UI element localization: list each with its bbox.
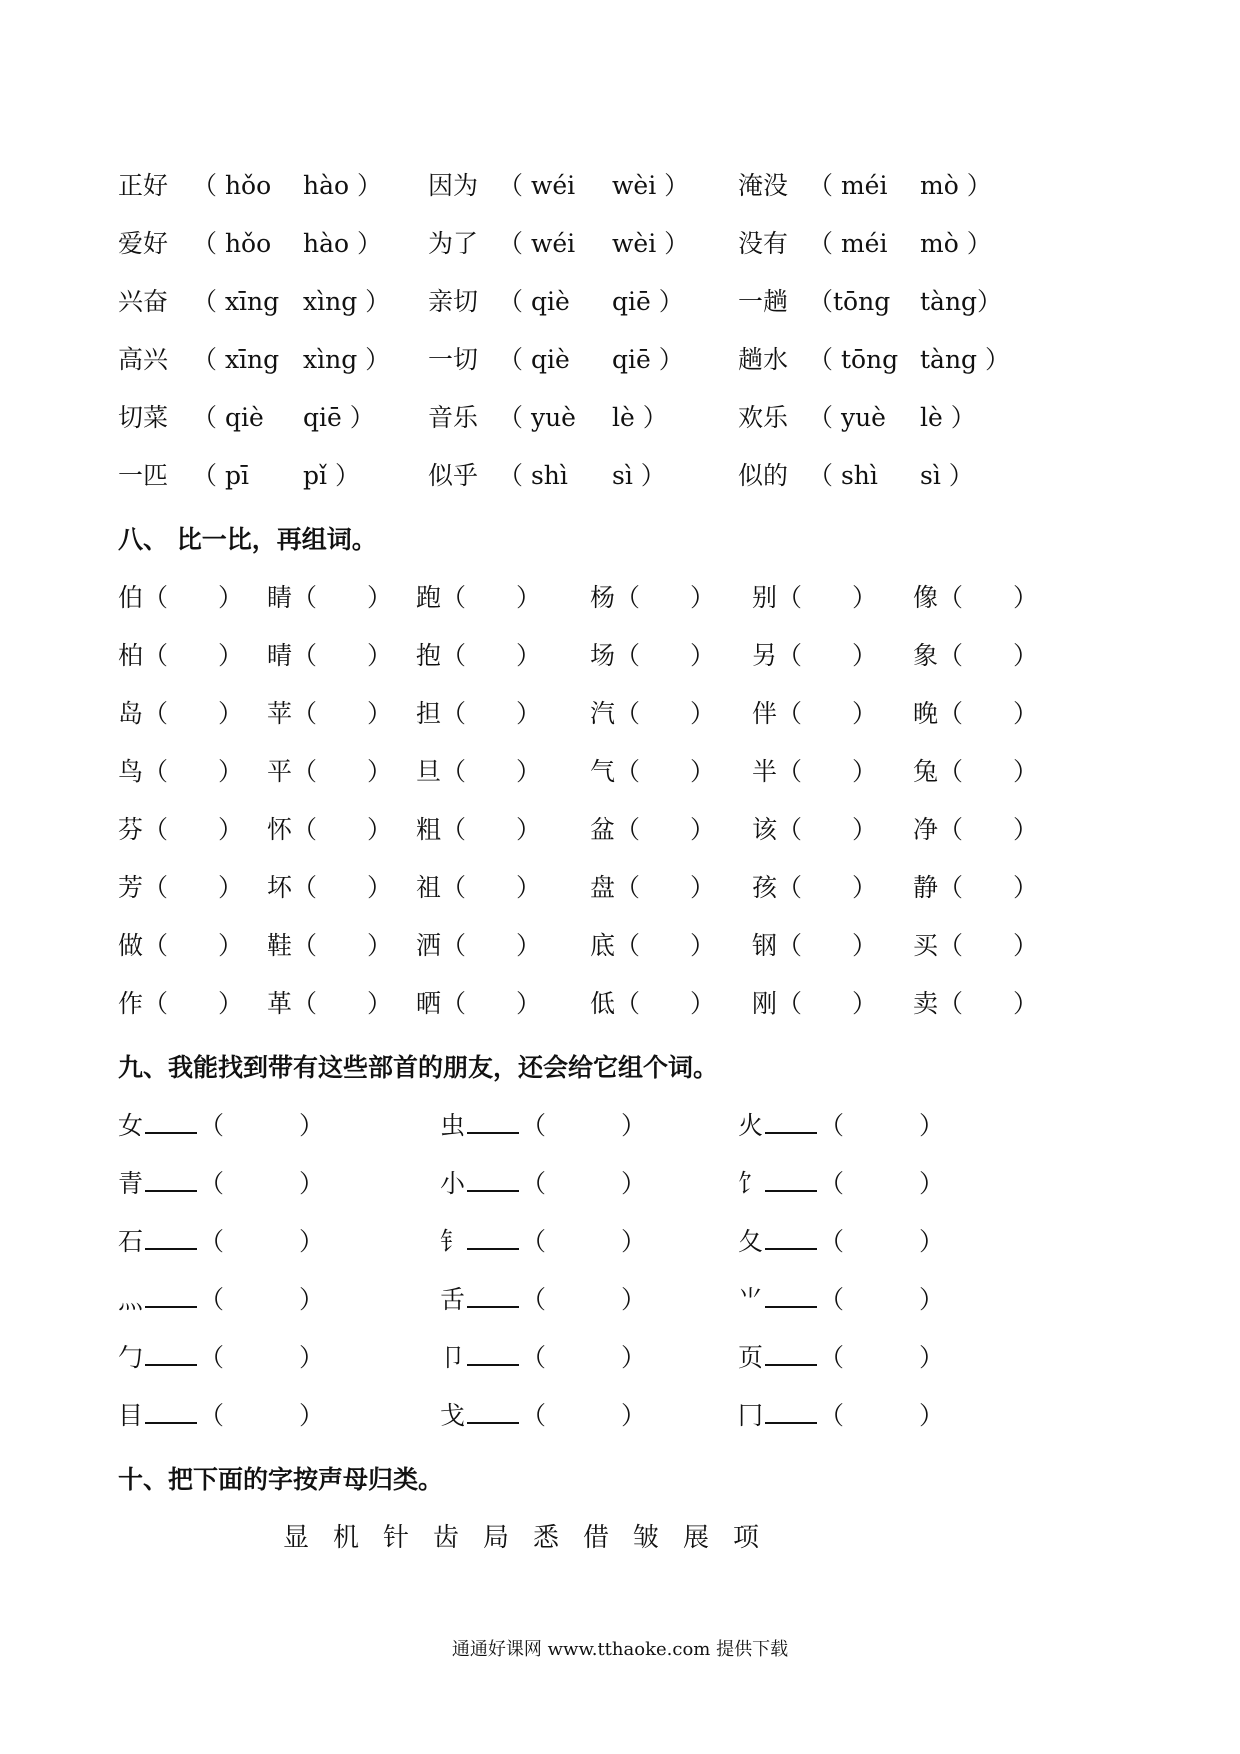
pinyin-option: hào ） xyxy=(303,171,383,200)
answer-blank[interactable]: （ ） xyxy=(199,1169,325,1198)
pinyin-option: lè ） xyxy=(920,403,976,432)
answer-blank[interactable]: （ ） xyxy=(777,757,878,786)
answer-blank[interactable]: （ ） xyxy=(143,815,244,844)
answer-blank[interactable]: （ ） xyxy=(292,989,393,1018)
pinyin-option: sì ） xyxy=(920,461,974,490)
answer-blank[interactable]: （ ） xyxy=(521,1169,647,1198)
radical-item xyxy=(118,1106,324,1146)
compare-item xyxy=(590,984,715,1024)
character: 钢 xyxy=(752,931,778,960)
compare-item xyxy=(590,810,715,850)
radical: 勹 xyxy=(118,1343,144,1372)
character: 洒 xyxy=(416,931,442,960)
answer-blank[interactable]: （ ） xyxy=(777,583,878,612)
character: 鞋 xyxy=(267,931,293,960)
character: 静 xyxy=(913,873,939,902)
word: 高兴 xyxy=(118,345,169,374)
fill-line[interactable] xyxy=(765,1164,817,1192)
classify-char: 展 xyxy=(683,1523,710,1553)
pinyin-option: xìng ） xyxy=(303,287,391,316)
pinyin-option: （ méi xyxy=(808,229,888,258)
answer-blank[interactable]: （ ） xyxy=(615,699,716,728)
compare-item xyxy=(913,868,1038,908)
pinyin-option: qiē ） xyxy=(612,287,684,316)
radical-item xyxy=(440,1396,646,1436)
radical: 钅 xyxy=(440,1227,466,1256)
character: 抱 xyxy=(416,641,442,670)
answer-blank[interactable]: （ ） xyxy=(143,583,244,612)
compare-item xyxy=(590,868,715,908)
radical: 小 xyxy=(440,1169,466,1198)
compare-item xyxy=(752,868,877,908)
radical-item xyxy=(118,1280,324,1320)
compare-item xyxy=(752,810,877,850)
answer-blank[interactable]: （ ） xyxy=(819,1401,945,1430)
answer-blank[interactable]: （ ） xyxy=(819,1227,945,1256)
character: 作 xyxy=(118,989,144,1018)
character: 买 xyxy=(913,931,939,960)
answer-blank[interactable]: （ ） xyxy=(938,583,1039,612)
compare-item xyxy=(590,752,715,792)
word: 趟水 xyxy=(738,345,789,374)
answer-blank[interactable]: （ ） xyxy=(199,1343,325,1372)
answer-blank[interactable]: （ ） xyxy=(938,815,1039,844)
character: 做 xyxy=(118,931,144,960)
compare-item xyxy=(118,578,243,618)
character: 晚 xyxy=(913,699,939,728)
compare-item xyxy=(118,868,243,908)
answer-blank[interactable]: （ ） xyxy=(143,757,244,786)
compare-item xyxy=(416,694,541,734)
compare-item xyxy=(752,984,877,1024)
character: 跑 xyxy=(416,583,442,612)
compare-item xyxy=(416,984,541,1024)
compare-item xyxy=(267,984,392,1024)
character: 平 xyxy=(267,757,293,786)
answer-blank[interactable]: （ ） xyxy=(441,815,542,844)
answer-blank[interactable]: （ ） xyxy=(777,931,878,960)
answer-blank[interactable]: （ ） xyxy=(777,989,878,1018)
compare-item xyxy=(590,926,715,966)
character: 孩 xyxy=(752,873,778,902)
answer-blank[interactable]: （ ） xyxy=(292,699,393,728)
fill-line[interactable] xyxy=(145,1164,197,1192)
compare-item xyxy=(913,578,1038,618)
compare-item xyxy=(913,694,1038,734)
character: 另 xyxy=(752,641,778,670)
pinyin-option: （ hǒo xyxy=(192,229,272,258)
character: 怀 xyxy=(267,815,293,844)
word: 淹没 xyxy=(738,171,789,200)
character: 净 xyxy=(913,815,939,844)
fill-line[interactable] xyxy=(765,1222,817,1250)
pinyin-option: tàng） xyxy=(920,287,1003,316)
radical: 戈 xyxy=(440,1401,466,1430)
character: 伯 xyxy=(118,583,144,612)
answer-blank[interactable]: （ ） xyxy=(938,989,1039,1018)
classify-char: 机 xyxy=(333,1523,360,1553)
answer-blank[interactable]: （ ） xyxy=(615,641,716,670)
fill-line[interactable] xyxy=(467,1106,519,1134)
radical-item xyxy=(440,1280,646,1320)
compare-item xyxy=(752,926,877,966)
character: 睛 xyxy=(267,583,293,612)
answer-blank[interactable]: （ ） xyxy=(521,1285,647,1314)
answer-blank[interactable]: （ ） xyxy=(199,1111,325,1140)
answer-blank[interactable]: （ ） xyxy=(143,699,244,728)
word: 为了 xyxy=(428,229,479,258)
character: 该 xyxy=(752,815,778,844)
character: 鸟 xyxy=(118,757,144,786)
pinyin-option: （ méi xyxy=(808,171,888,200)
classify-char: 悉 xyxy=(533,1523,560,1553)
character: 坏 xyxy=(267,873,293,902)
word: 一切 xyxy=(428,345,479,374)
pinyin-option: xìng ） xyxy=(303,345,391,374)
compare-item xyxy=(267,694,392,734)
radical: 女 xyxy=(118,1111,144,1140)
answer-blank[interactable]: （ ） xyxy=(938,931,1039,960)
radical: 页 xyxy=(738,1343,764,1372)
pinyin-option: （ xīng xyxy=(192,287,280,316)
answer-blank[interactable]: （ ） xyxy=(521,1401,647,1430)
pinyin-option: qiē ） xyxy=(612,345,684,374)
radical: 目 xyxy=(118,1401,144,1430)
radical: 石 xyxy=(118,1227,144,1256)
answer-blank[interactable]: （ ） xyxy=(292,641,393,670)
answer-blank[interactable]: （ ） xyxy=(292,873,393,902)
compare-item xyxy=(267,810,392,850)
classify-char: 局 xyxy=(483,1523,510,1553)
compare-item xyxy=(752,578,877,618)
pinyin-option: （ tōng xyxy=(808,345,899,374)
fill-line[interactable] xyxy=(765,1280,817,1308)
compare-item xyxy=(590,694,715,734)
answer-blank[interactable]: （ ） xyxy=(819,1285,945,1314)
pinyin-option: hào ） xyxy=(303,229,383,258)
fill-line[interactable] xyxy=(765,1106,817,1134)
character: 柏 xyxy=(118,641,144,670)
compare-item xyxy=(416,868,541,908)
character: 岛 xyxy=(118,699,144,728)
pinyin-option: pǐ ） xyxy=(303,461,360,490)
word: 欢乐 xyxy=(738,403,789,432)
character: 汽 xyxy=(590,699,616,728)
compare-item xyxy=(118,926,243,966)
answer-blank[interactable]: （ ） xyxy=(143,989,244,1018)
character: 伴 xyxy=(752,699,778,728)
fill-line[interactable] xyxy=(467,1164,519,1192)
word: 一趟 xyxy=(738,287,789,316)
fill-line[interactable] xyxy=(467,1280,519,1308)
pinyin-option: mò ） xyxy=(920,229,992,258)
fill-line[interactable] xyxy=(467,1222,519,1250)
character: 芳 xyxy=(118,873,144,902)
pinyin-option: （tōng xyxy=(808,287,891,316)
radical: ⺌ xyxy=(738,1285,764,1314)
answer-blank[interactable]: （ ） xyxy=(615,757,716,786)
radical: 夂 xyxy=(738,1227,764,1256)
answer-blank[interactable]: （ ） xyxy=(292,931,393,960)
compare-item xyxy=(267,578,392,618)
answer-blank[interactable]: （ ） xyxy=(615,583,716,612)
fill-line[interactable] xyxy=(145,1222,197,1250)
word: 因为 xyxy=(428,171,479,200)
classify-char: 项 xyxy=(733,1523,760,1553)
pinyin-option: qiē ） xyxy=(303,403,375,432)
compare-item xyxy=(416,752,541,792)
answer-blank[interactable]: （ ） xyxy=(777,873,878,902)
compare-item xyxy=(118,752,243,792)
character: 苹 xyxy=(267,699,293,728)
compare-item xyxy=(913,926,1038,966)
classify-char: 显 xyxy=(283,1523,310,1553)
answer-blank[interactable]: （ ） xyxy=(441,699,542,728)
word: 兴奋 xyxy=(118,287,169,316)
compare-item xyxy=(267,636,392,676)
pinyin-option: （ qiè xyxy=(498,287,570,316)
radical-item xyxy=(440,1222,646,1262)
answer-blank[interactable]: （ ） xyxy=(819,1111,945,1140)
character: 旦 xyxy=(416,757,442,786)
fill-line[interactable] xyxy=(467,1396,519,1424)
character: 象 xyxy=(913,641,939,670)
word: 亲切 xyxy=(428,287,479,316)
compare-item xyxy=(118,984,243,1024)
answer-blank[interactable]: （ ） xyxy=(521,1227,647,1256)
pinyin-option: tàng ） xyxy=(920,345,1011,374)
classify-char: 齿 xyxy=(433,1523,460,1553)
section-8-title: 八、 比一比，再组词。 xyxy=(118,525,377,554)
radical: 冂 xyxy=(738,1401,764,1430)
answer-blank[interactable]: （ ） xyxy=(292,583,393,612)
compare-item xyxy=(913,810,1038,850)
radical: 火 xyxy=(738,1111,764,1140)
fill-line[interactable] xyxy=(765,1338,817,1366)
radical-item xyxy=(738,1222,944,1262)
page-footer: 通通好课网 www.tthaoke.com 提供下载 xyxy=(451,1639,789,1660)
character: 盆 xyxy=(590,815,616,844)
pinyin-option: （ qiè xyxy=(192,403,264,432)
compare-item xyxy=(752,694,877,734)
character: 芬 xyxy=(118,815,144,844)
radical: 卩 xyxy=(440,1343,466,1372)
answer-blank[interactable]: （ ） xyxy=(292,815,393,844)
pinyin-option: （ wéi xyxy=(498,171,576,200)
compare-item xyxy=(267,926,392,966)
character: 气 xyxy=(590,757,616,786)
answer-blank[interactable]: （ ） xyxy=(441,757,542,786)
pinyin-option: （ shì xyxy=(498,461,568,490)
character: 革 xyxy=(267,989,293,1018)
answer-blank[interactable]: （ ） xyxy=(199,1285,325,1314)
compare-item xyxy=(913,636,1038,676)
section-10-title: 十、把下面的字按声母归类。 xyxy=(118,1465,444,1494)
pinyin-option: （ wéi xyxy=(498,229,576,258)
answer-blank[interactable]: （ ） xyxy=(819,1343,945,1372)
answer-blank[interactable]: （ ） xyxy=(441,583,542,612)
radical-item xyxy=(738,1338,944,1378)
character: 像 xyxy=(913,583,939,612)
fill-line[interactable] xyxy=(145,1280,197,1308)
answer-blank[interactable]: （ ） xyxy=(615,873,716,902)
fill-line[interactable] xyxy=(145,1396,197,1424)
compare-item xyxy=(913,752,1038,792)
pinyin-option: wèi ） xyxy=(612,229,690,258)
radical-item xyxy=(118,1164,324,1204)
answer-blank[interactable]: （ ） xyxy=(199,1227,325,1256)
answer-blank[interactable]: （ ） xyxy=(441,873,542,902)
answer-blank[interactable]: （ ） xyxy=(143,873,244,902)
word: 一匹 xyxy=(118,461,169,490)
answer-blank[interactable]: （ ） xyxy=(143,641,244,670)
radical-item xyxy=(738,1164,944,1204)
compare-item xyxy=(416,578,541,618)
word: 爱好 xyxy=(118,229,169,258)
pinyin-option: （ qiè xyxy=(498,345,570,374)
radical: 饣 xyxy=(738,1169,764,1198)
radical-item xyxy=(440,1338,646,1378)
pinyin-option: （ yuè xyxy=(498,403,576,432)
character: 兔 xyxy=(913,757,939,786)
character: 别 xyxy=(752,583,778,612)
radical-item xyxy=(738,1280,944,1320)
answer-blank[interactable]: （ ） xyxy=(777,641,878,670)
word: 似乎 xyxy=(428,461,479,490)
pinyin-option: （ yuè xyxy=(808,403,886,432)
radical-item xyxy=(118,1338,324,1378)
answer-blank[interactable]: （ ） xyxy=(521,1343,647,1372)
answer-blank[interactable]: （ ） xyxy=(938,873,1039,902)
character: 低 xyxy=(590,989,616,1018)
radical-item xyxy=(440,1106,646,1146)
character: 担 xyxy=(416,699,442,728)
character: 卖 xyxy=(913,989,939,1018)
compare-item xyxy=(267,752,392,792)
compare-item xyxy=(118,694,243,734)
word: 似的 xyxy=(738,461,789,490)
radical: 灬 xyxy=(118,1285,144,1314)
character: 祖 xyxy=(416,873,442,902)
radical-item xyxy=(118,1222,324,1262)
section-9-title: 九、我能找到带有这些部首的朋友，还会给它组个词。 xyxy=(118,1053,719,1082)
classify-char: 皱 xyxy=(633,1523,660,1553)
pinyin-option: （ hǒo xyxy=(192,171,272,200)
compare-item xyxy=(267,868,392,908)
character: 刚 xyxy=(752,989,778,1018)
fill-line[interactable] xyxy=(145,1338,197,1366)
radical: 青 xyxy=(118,1169,144,1198)
compare-item xyxy=(590,636,715,676)
answer-blank[interactable]: （ ） xyxy=(143,931,244,960)
answer-blank[interactable]: （ ） xyxy=(441,989,542,1018)
compare-item xyxy=(118,810,243,850)
fill-line[interactable] xyxy=(145,1106,197,1134)
compare-item xyxy=(416,810,541,850)
classify-characters xyxy=(283,1518,783,1558)
answer-blank[interactable]: （ ） xyxy=(938,757,1039,786)
compare-item xyxy=(416,926,541,966)
character: 粗 xyxy=(416,815,442,844)
character: 晒 xyxy=(416,989,442,1018)
character: 杨 xyxy=(590,583,616,612)
pinyin-option: lè ） xyxy=(612,403,668,432)
pinyin-option: sì ） xyxy=(612,461,666,490)
word: 切菜 xyxy=(118,403,169,432)
radical: 舌 xyxy=(440,1285,466,1314)
answer-blank[interactable]: （ ） xyxy=(777,815,878,844)
classify-char: 针 xyxy=(383,1523,410,1553)
word: 没有 xyxy=(738,229,789,258)
compare-item xyxy=(752,752,877,792)
answer-blank[interactable]: （ ） xyxy=(777,699,878,728)
answer-blank[interactable]: （ ） xyxy=(292,757,393,786)
fill-line[interactable] xyxy=(765,1396,817,1424)
radical: 虫 xyxy=(440,1111,466,1140)
compare-item xyxy=(590,578,715,618)
radical-item xyxy=(118,1396,324,1436)
answer-blank[interactable]: （ ） xyxy=(615,931,716,960)
character: 晴 xyxy=(267,641,293,670)
fill-line[interactable] xyxy=(467,1338,519,1366)
radical-item xyxy=(440,1164,646,1204)
compare-item xyxy=(913,984,1038,1024)
answer-blank[interactable]: （ ） xyxy=(938,699,1039,728)
pinyin-option: （ xīng xyxy=(192,345,280,374)
character: 盘 xyxy=(590,873,616,902)
answer-blank[interactable]: （ ） xyxy=(199,1401,325,1430)
character: 底 xyxy=(590,931,616,960)
compare-item xyxy=(752,636,877,676)
answer-blank[interactable]: （ ） xyxy=(615,815,716,844)
radical-item xyxy=(738,1396,944,1436)
answer-blank[interactable]: （ ） xyxy=(819,1169,945,1198)
classify-char: 借 xyxy=(583,1523,610,1553)
pinyin-option: mò ） xyxy=(920,171,992,200)
compare-item xyxy=(118,636,243,676)
answer-blank[interactable]: （ ） xyxy=(521,1111,647,1140)
character: 场 xyxy=(590,641,616,670)
character: 半 xyxy=(752,757,778,786)
pinyin-option: wèi ） xyxy=(612,171,690,200)
word: 音乐 xyxy=(428,403,479,432)
answer-blank[interactable]: （ ） xyxy=(441,931,542,960)
word: 正好 xyxy=(118,171,169,200)
compare-item xyxy=(416,636,541,676)
radical-item xyxy=(738,1106,944,1146)
pinyin-option: （ pī xyxy=(192,461,249,490)
answer-blank[interactable]: （ ） xyxy=(615,989,716,1018)
answer-blank[interactable]: （ ） xyxy=(938,641,1039,670)
answer-blank[interactable]: （ ） xyxy=(441,641,542,670)
pinyin-option: （ shì xyxy=(808,461,878,490)
